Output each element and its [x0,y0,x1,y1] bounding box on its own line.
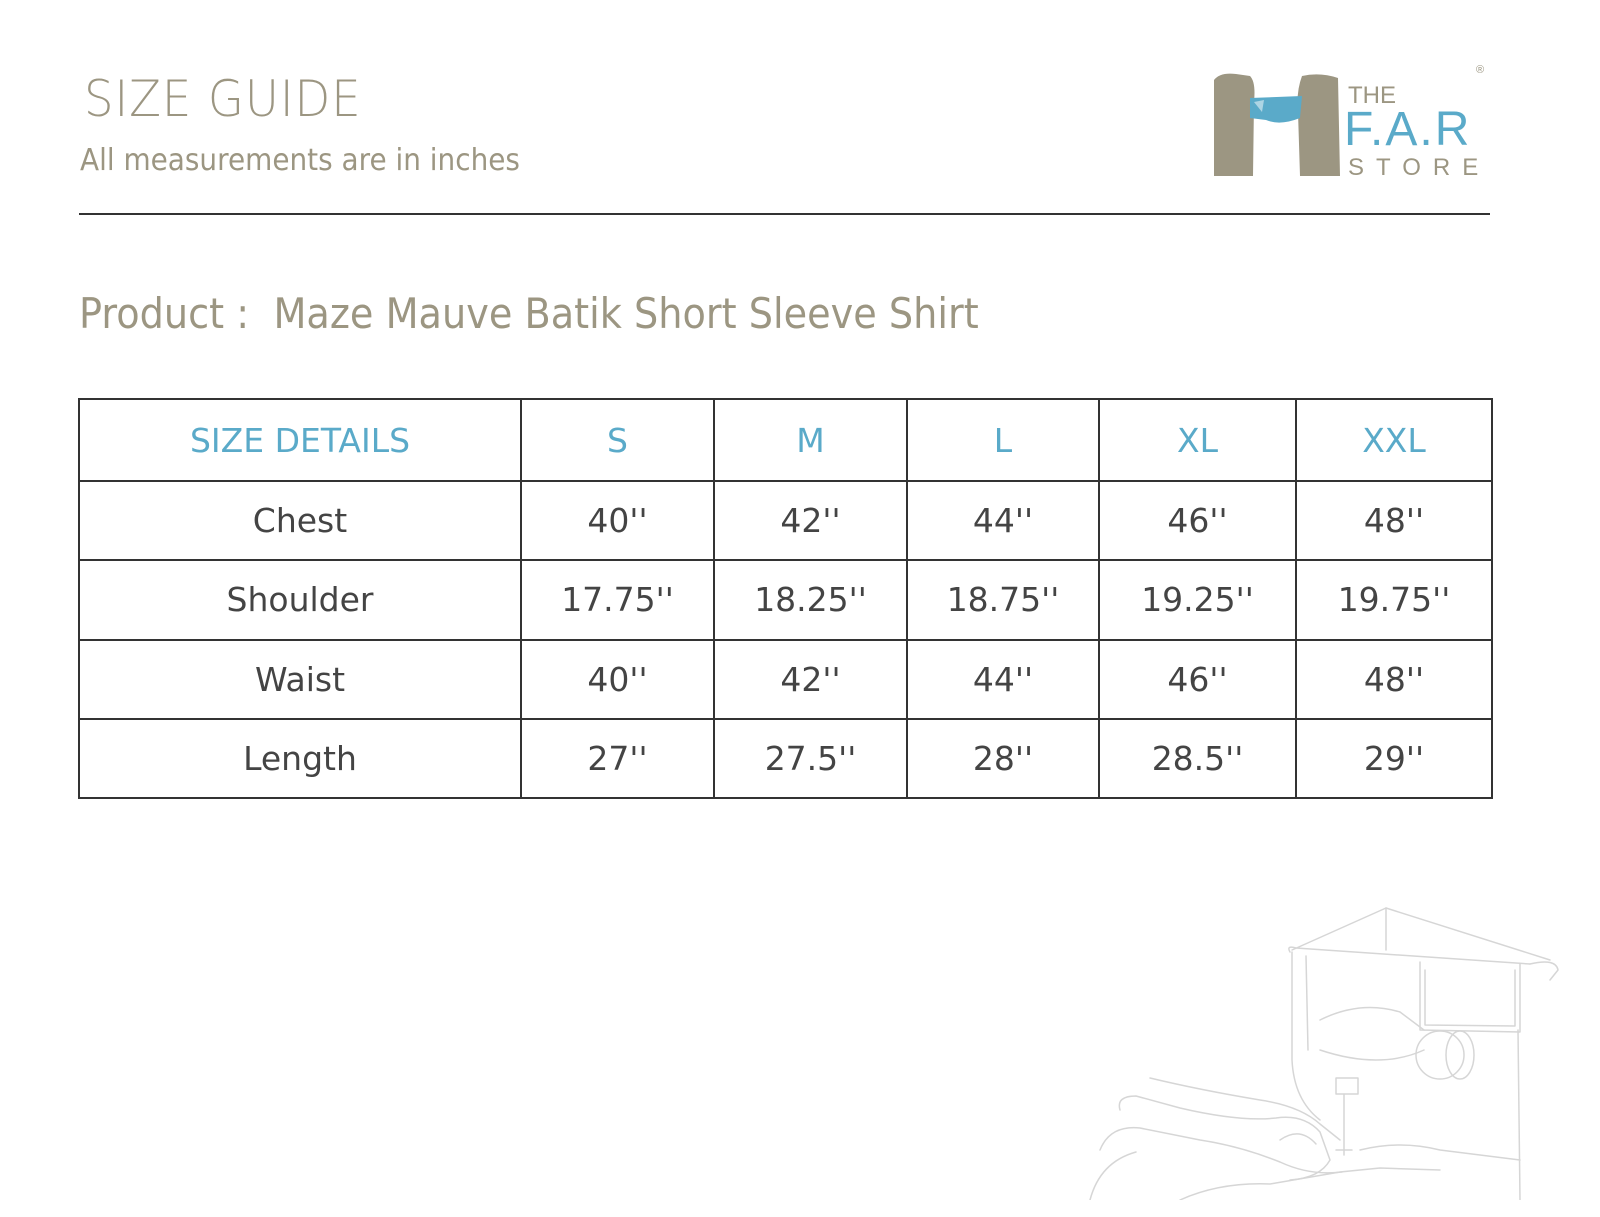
page-title: SIZE GUIDE [84,70,362,128]
table-cell: 44'' [907,481,1099,560]
page-subtitle: All measurements are in inches [80,143,520,178]
table-cell: 40'' [521,481,714,560]
table-cell: 19.25'' [1099,560,1296,639]
product-line [79,289,979,338]
logo-mark-icon [1210,62,1350,186]
table-cell: 18.75'' [907,560,1099,639]
header-size-xxl: XXL [1296,399,1492,481]
table-row [79,560,1492,639]
header-size-m: M [714,399,907,481]
logo-far-text: F.A.R [1344,103,1472,156]
row-label: Chest [79,481,521,560]
table-cell: 48'' [1296,640,1492,719]
sewing-machine-icon [1080,900,1580,1200]
table-cell: 44'' [907,640,1099,719]
table-cell: 42'' [714,481,907,560]
size-table [78,398,1493,799]
header-divider [79,213,1490,215]
table-cell: 42'' [714,640,907,719]
table-row [79,481,1492,560]
product-label: Product : [79,289,250,338]
table-cell: 17.75'' [521,560,714,639]
header-size-xl: XL [1099,399,1296,481]
logo-store-text: STORE [1348,154,1491,181]
table-header-row [79,399,1492,481]
table-cell: 28.5'' [1099,719,1296,798]
header-size-details: SIZE DETAILS [79,399,521,481]
table-row [79,719,1492,798]
table-cell: 27'' [521,719,714,798]
table-cell: 46'' [1099,481,1296,560]
header-size-s: S [521,399,714,481]
row-label: Length [79,719,521,798]
product-name: Maze Mauve Batik Short Sleeve Shirt [273,289,979,338]
table-cell: 48'' [1296,481,1492,560]
table-cell: 46'' [1099,640,1296,719]
brand-logo [1210,62,1500,186]
header-size-l: L [907,399,1099,481]
table-row [79,640,1492,719]
registered-mark: ® [1476,64,1485,76]
table-cell: 19.75'' [1296,560,1492,639]
row-label: Waist [79,640,521,719]
row-label: Shoulder [79,560,521,639]
table-cell: 28'' [907,719,1099,798]
logo-the-text: THE [1348,82,1396,109]
table-cell: 29'' [1296,719,1492,798]
table-cell: 40'' [521,640,714,719]
table-cell: 18.25'' [714,560,907,639]
table-cell: 27.5'' [714,719,907,798]
